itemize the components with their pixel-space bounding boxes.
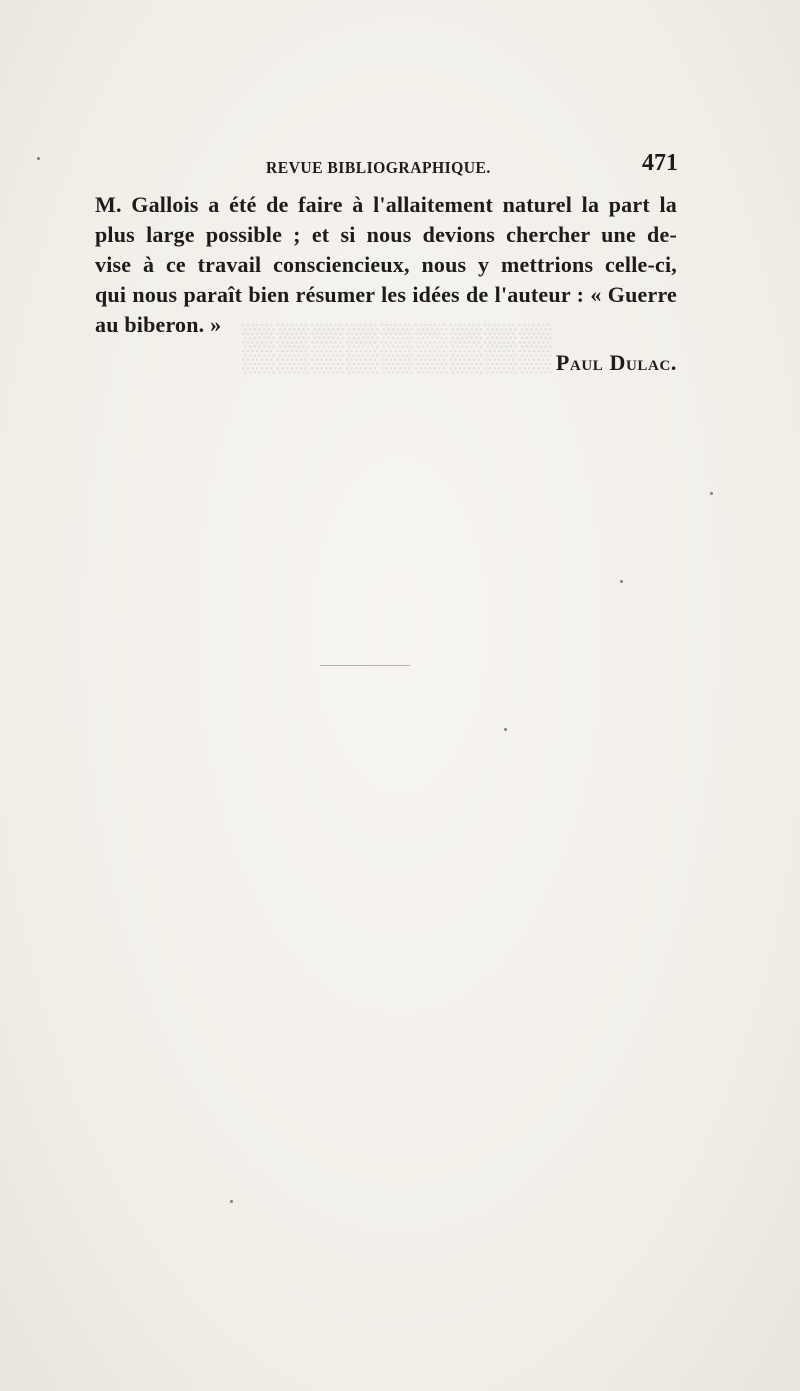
- paper-speck: [230, 1200, 233, 1203]
- paper-speck: [37, 157, 40, 160]
- running-head: REVUE BIBLIOGRAPHIQUE.: [266, 158, 491, 177]
- text-line: M. Gallois a été de faire à l'allaitement naturel la part la: [95, 192, 677, 217]
- paper-speck: [620, 580, 623, 583]
- paper-speck: [710, 492, 713, 495]
- author-signature: Paul Dulac.: [555, 350, 677, 375]
- show-through-rule: [320, 665, 410, 666]
- show-through-decoration: ▒▒▒▒▒▒▒▒▒: [240, 321, 552, 372]
- body-text: [95, 190, 677, 340]
- page-header: [96, 150, 680, 180]
- text-line: vise à ce travail consciencieux, nous y mettrions celle-ci,: [95, 252, 677, 277]
- text-line: plus large possible ; et si nous devions chercher une de-: [95, 222, 677, 247]
- text-line: qui nous paraît bien résumer les idées de l'auteur : « Guerre: [95, 282, 677, 307]
- text-line: au biberon. »: [95, 312, 222, 337]
- page-number: 471: [642, 150, 678, 176]
- paper-speck: [504, 728, 507, 731]
